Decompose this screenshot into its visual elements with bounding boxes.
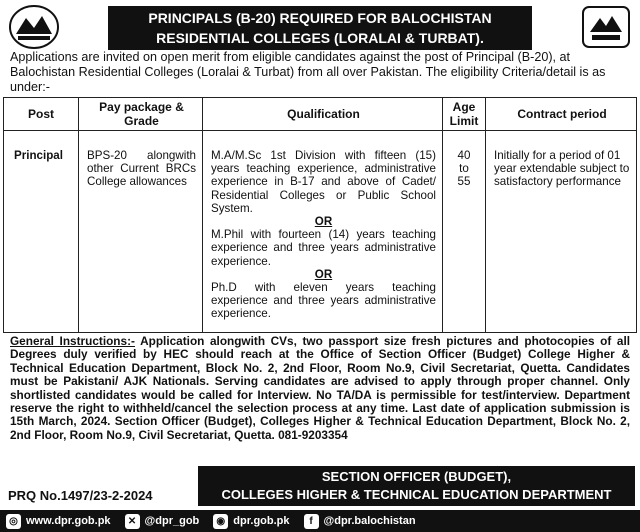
signatory-line-2: COLLEGES HIGHER & TECHNICAL EDUCATION DEPARTMENT — [221, 487, 612, 502]
cell-post: Principal — [4, 131, 79, 333]
balochistan-logo — [8, 4, 60, 50]
facebook-icon: f — [304, 514, 319, 529]
cell-contract: Initially for a period of 01 year extendable subject to satisfactory performance — [486, 131, 637, 333]
title-line-1: PRINCIPALS (B-20) REQUIRED FOR BALOCHISTAN — [148, 10, 492, 26]
or-separator-2: OR — [314, 267, 333, 281]
header-qualification: Qualification — [203, 98, 443, 131]
general-instructions — [10, 335, 630, 442]
title-banner — [108, 6, 532, 50]
intro-paragraph: Applications are invited on open merit from eligible candidates against the post of Principal (B-20), at Balochistan Residential Colleges (Loralai & Turbat) from all over Pakistan. The eligibility Criteria/detail is as under:- — [10, 50, 606, 94]
age-min: 40 — [457, 149, 471, 162]
website-link[interactable] — [6, 514, 111, 529]
header-age: Age Limit — [443, 98, 486, 131]
cell-age — [443, 131, 486, 333]
twitter-icon: ✕ — [125, 514, 140, 529]
header — [0, 0, 640, 52]
social-bar — [0, 510, 640, 532]
website-text: www.dpr.gob.pk — [26, 515, 111, 527]
qualification-option-3: Ph.D with eleven years teaching experience and three years administrative experience. — [211, 281, 436, 321]
signatory-line-1: SECTION OFFICER (BUDGET), — [321, 469, 512, 484]
globe-icon: ◎ — [6, 514, 21, 529]
signatory-banner — [198, 466, 635, 506]
twitter-link[interactable] — [125, 514, 200, 529]
instagram-icon: ◉ — [213, 514, 228, 529]
instagram-text: dpr.gob.pk — [233, 515, 290, 527]
prq-number: PRQ No.1497/23-2-2024 — [8, 488, 153, 503]
facebook-link[interactable] — [304, 514, 416, 529]
title-line-2: RESIDENTIAL COLLEGES (LORALAI & TURBAT). — [156, 30, 484, 46]
qualification-option-1: M.A/M.Sc 1st Division with fifteen (15) years teaching experience, administrative experience in B-17 and above of Cadet/ Residential Colleges or Public School System. — [211, 149, 436, 215]
instructions-body: Application alongwith CVs, two passport size fresh pictures and photocopies of all Degrees duly verified by HEC should reach at the Office of Section Officer (Budget) College Higher & Technical Education Department, Block No. 2, 2nd Floor, Room No.9, Civil Secretariat, Quetta. Candidates must be Pakistani/ AJK Nationals. Serving candidates are advised to apply through proper channel. Only shortlisted candidates would be called for Interview. No TA/DA is permissible for test/interview. Department reserve the right to withheld/cancel the selection process at any time. Last date of application submission is 15th March, 2024. Section Officer (Budget), Colleges Higher & Technical Education Department, Block No. 2, 2nd Floor, Room No.9, Civil Secretariat, Quetta. 081-9203354 — [10, 334, 631, 442]
department-logo — [580, 4, 632, 50]
header-contract: Contract period — [486, 98, 637, 131]
or-separator-1: OR — [314, 215, 333, 229]
age-max: 55 — [457, 175, 471, 189]
twitter-text: @dpr_gob — [144, 515, 200, 527]
cell-pay: BPS-20 alongwith other Current BRCs College allowances — [79, 131, 203, 333]
instagram-link[interactable] — [213, 514, 289, 529]
header-pay: Pay package & Grade — [79, 98, 203, 131]
header-post: Post — [4, 98, 79, 131]
table-row — [4, 131, 637, 333]
instructions-heading: General Instructions:- — [10, 334, 135, 348]
table-header-row — [4, 98, 637, 131]
qualification-option-2: M.Phil with fourteen (14) years teaching experience and three years administrative experience. — [211, 228, 436, 268]
facebook-text: @dpr.balochistan — [323, 515, 416, 527]
age-to: to — [459, 162, 469, 176]
eligibility-table — [3, 97, 637, 333]
cell-qualification — [203, 131, 443, 333]
